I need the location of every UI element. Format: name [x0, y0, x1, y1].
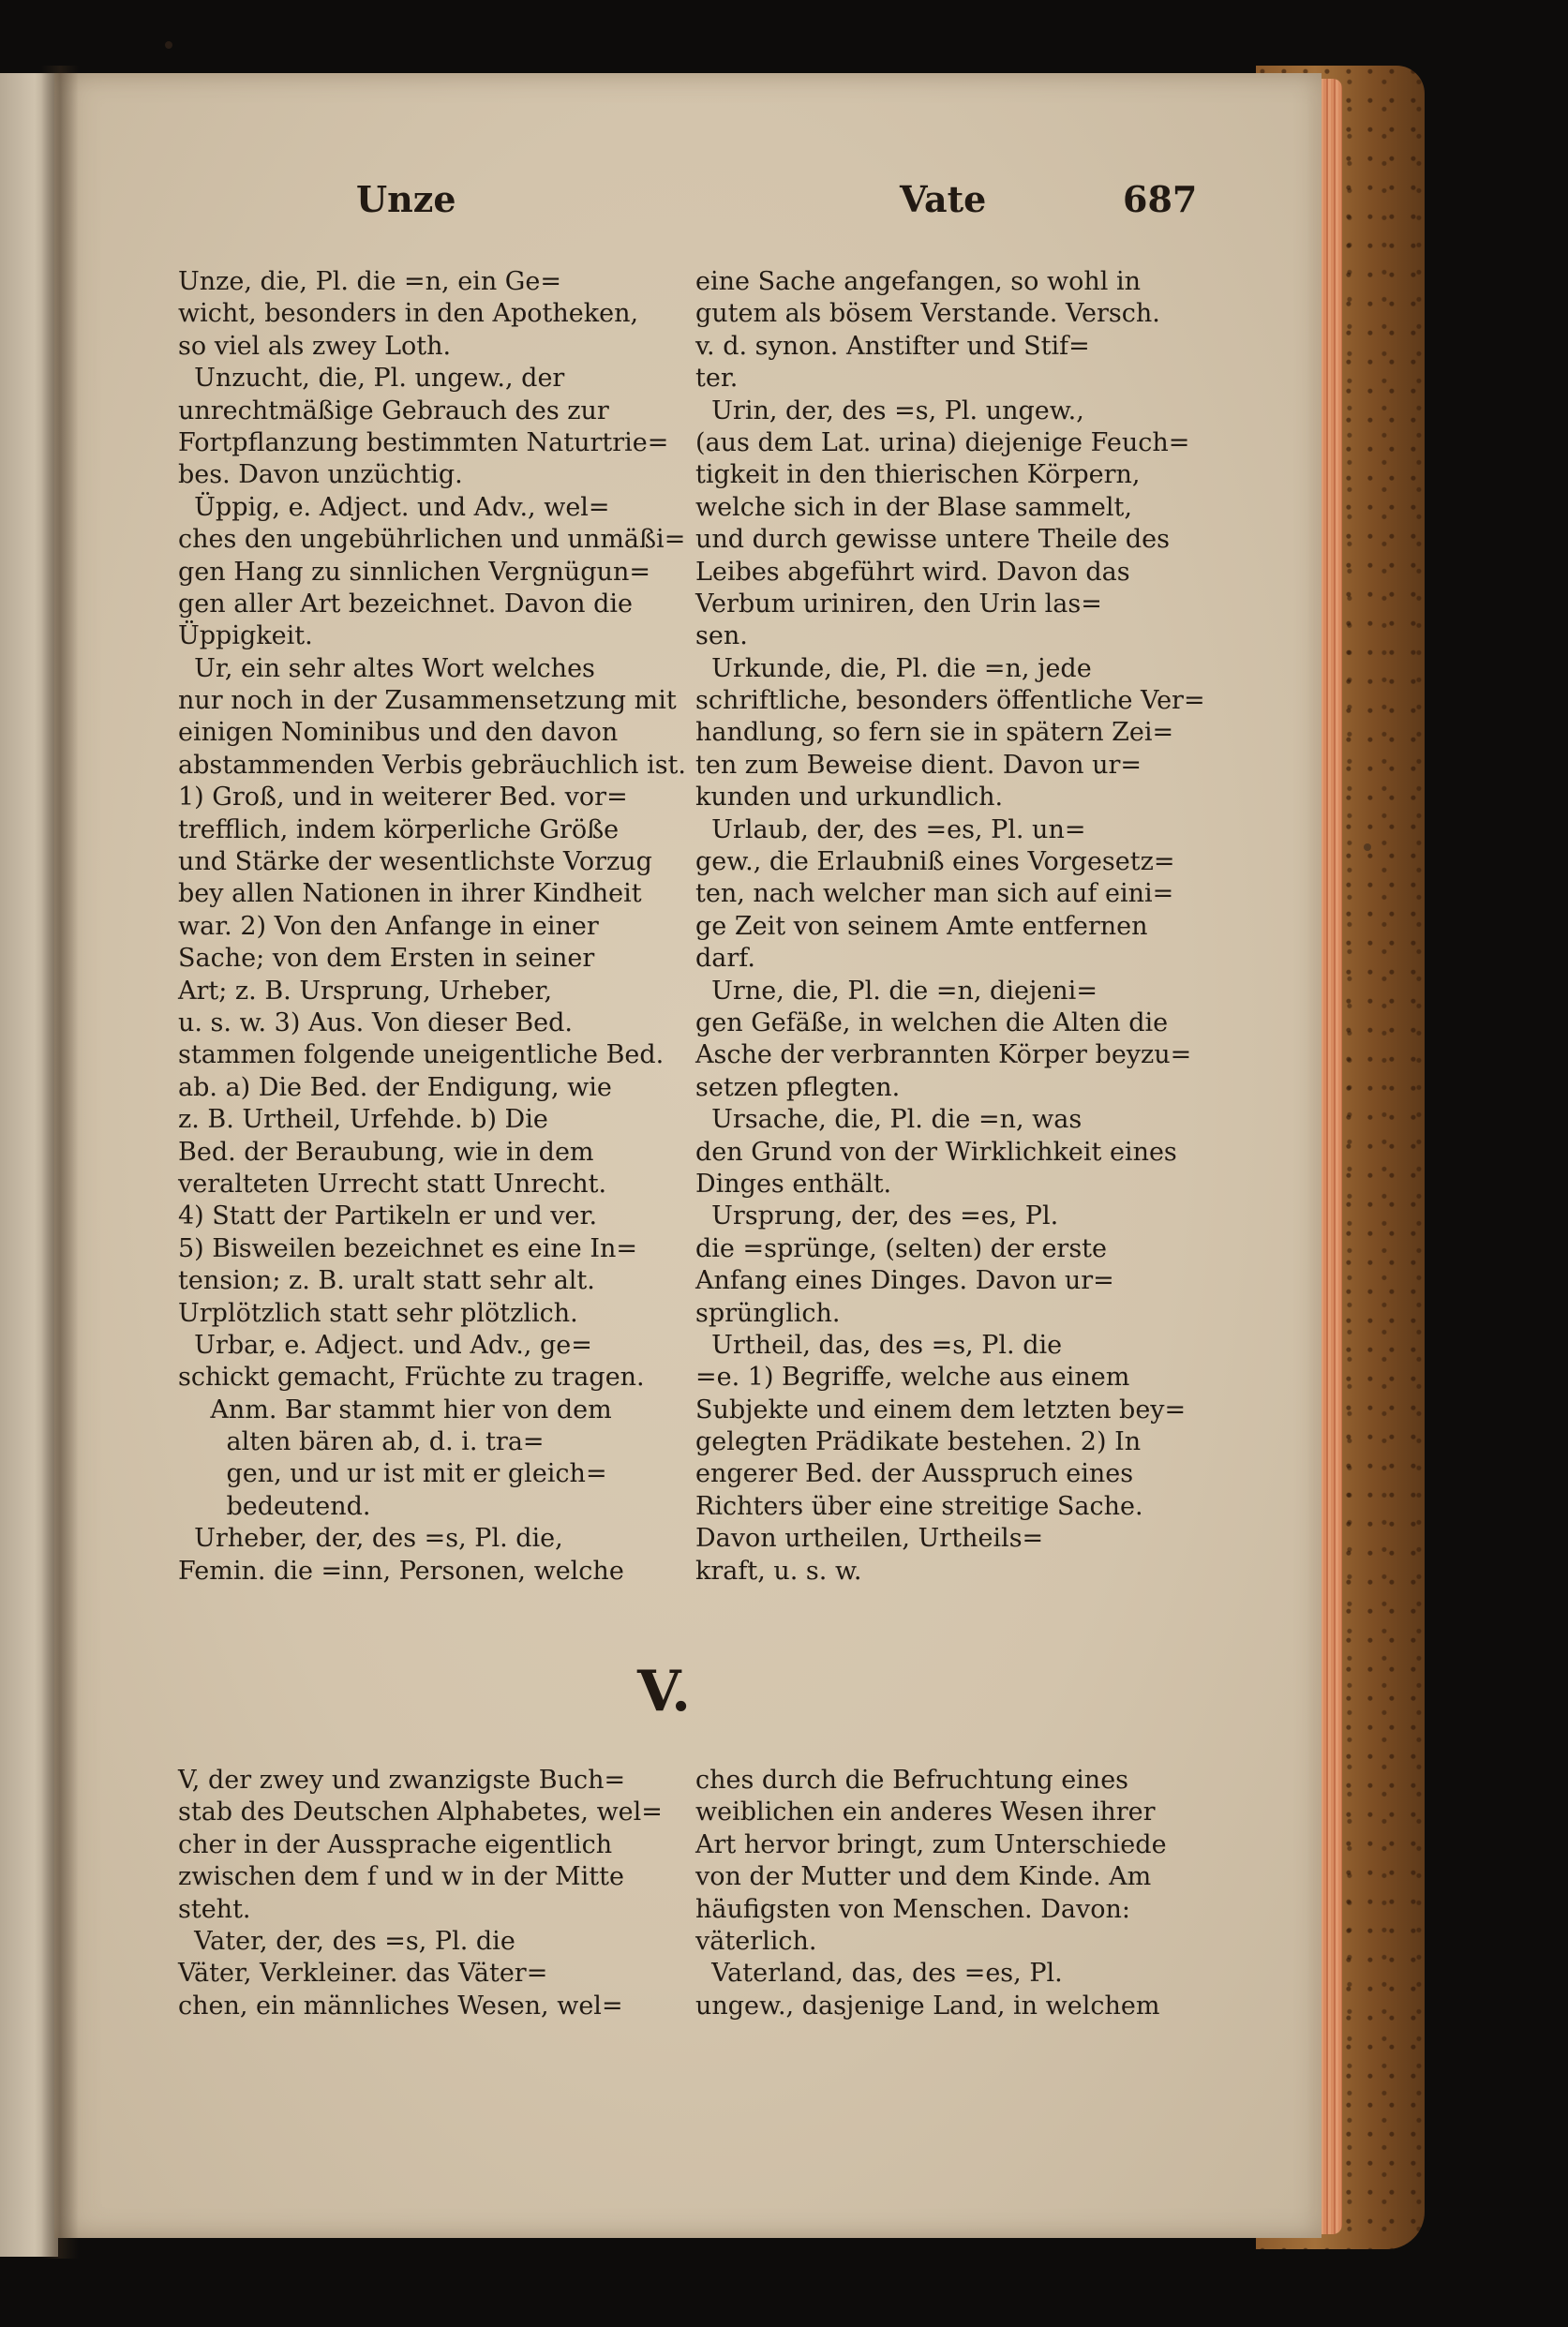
- text-line: unrechtmäßige Gebrauch des zur: [178, 395, 609, 425]
- text-line: Urlaub, der, des =es, Pl. un=: [695, 814, 1086, 844]
- text-line: Urheber, der, des =s, Pl. die,: [178, 1524, 563, 1554]
- text-line: schriftliche, besonders öffentliche Ver=: [695, 686, 1205, 716]
- text-line: von der Mutter und dem Kinde. Am: [695, 1862, 1152, 1892]
- text-line: Leibes abgeführt wird. Davon das: [695, 557, 1130, 587]
- text-line: schickt gemacht, Früchte zu tragen.: [178, 1363, 645, 1393]
- text-line: wicht, besonders in den Apotheken,: [178, 299, 639, 329]
- text-line: zwischen dem f und w in der Mitte: [178, 1862, 624, 1892]
- text-line: 1) Groß, und in weiterer Bed. vor=: [178, 783, 628, 813]
- text-line: stammen folgende uneigentliche Bed.: [178, 1040, 665, 1070]
- text-line: so viel als zwey Loth.: [178, 331, 452, 361]
- text-line: trefflich, indem körperliche Größe: [178, 814, 620, 844]
- text-line: cher in der Aussprache eigentlich: [178, 1829, 613, 1859]
- text-line: 4) Statt der Partikeln er und ver.: [178, 1201, 598, 1231]
- text-line: ge Zeit von seinem Amte entfernen: [695, 911, 1148, 941]
- text-line: Ursprung, der, des =es, Pl.: [695, 1201, 1059, 1231]
- text-line: (aus dem Lat. urina) diejenige Feuch=: [695, 427, 1190, 457]
- text-line: Verbum uriniren, den Urin las=: [695, 589, 1102, 619]
- text-line: handlung, so fern sie in spätern Zei=: [695, 718, 1174, 748]
- text-line: Urne, die, Pl. die =n, diejeni=: [695, 976, 1098, 1006]
- text-line: V, der zwey und zwanzigste Buch=: [178, 1766, 626, 1795]
- text-line: eine Sache angefangen, so wohl in: [695, 267, 1141, 296]
- text-line: häufigsten von Menschen. Davon:: [695, 1894, 1130, 1924]
- text-line: Sache; von dem Ersten in seiner: [178, 944, 595, 974]
- text-line: Unzucht, die, Pl. ungew., der: [178, 364, 565, 394]
- bottom-right-column: [695, 1765, 1213, 2022]
- text-line: Art hervor bringt, zum Unterschiede: [695, 1829, 1167, 1859]
- text-line: v. d. synon. Anstifter und Stif=: [695, 331, 1090, 361]
- text-line: veralteten Urrecht statt Unrecht.: [178, 1169, 607, 1199]
- ink-spot: [1364, 843, 1371, 851]
- text-line: Ursache, die, Pl. die =n, was: [695, 1105, 1083, 1135]
- text-line: Urkunde, die, Pl. die =n, jede: [695, 653, 1092, 683]
- text-line: Ur, ein sehr altes Wort welches: [178, 653, 595, 683]
- text-line: sprünglich.: [695, 1298, 841, 1328]
- text-line: darf.: [695, 944, 755, 974]
- text-line: tension; z. B. uralt statt sehr alt.: [178, 1266, 595, 1296]
- text-line: u. s. w. 3) Aus. Von dieser Bed.: [178, 1007, 574, 1037]
- text-line: Anm. Bar stammt hier von dem: [178, 1395, 612, 1425]
- text-line: abstammenden Verbis gebräuchlich ist.: [178, 750, 686, 780]
- text-line: nur noch in der Zusammensetzung mit: [178, 686, 677, 716]
- text-line: und Stärke der wesentlichste Vorzug: [178, 847, 652, 877]
- text-line: Davon urtheilen, Urtheils=: [695, 1524, 1044, 1554]
- text-line: Urplötzlich statt sehr plötzlich.: [178, 1298, 578, 1328]
- text-line: z. B. Urtheil, Urfehde. b) Die: [178, 1105, 548, 1135]
- text-line: sen.: [695, 621, 748, 651]
- text-line: Vaterland, das, des =es, Pl.: [695, 1959, 1063, 1989]
- text-line: Unze, die, Pl. die =n, ein Ge=: [178, 267, 561, 296]
- text-line: ches den ungebührlichen und unmäßi=: [178, 525, 686, 555]
- section-letter: V.: [637, 1659, 691, 1724]
- text-line: stab des Deutschen Alphabetes, wel=: [178, 1797, 663, 1827]
- text-line: die =sprünge, (selten) der erste: [695, 1233, 1108, 1263]
- text-line: Vater, der, des =s, Pl. die: [178, 1926, 515, 1956]
- text-line: Üppig, e. Adject. und Adv., wel=: [178, 492, 610, 522]
- gutter-shadow: [41, 66, 79, 2259]
- text-line: den Grund von der Wirklichkeit eines: [695, 1137, 1177, 1167]
- text-line: Urtheil, das, des =s, Pl. die: [695, 1330, 1063, 1360]
- text-line: tigkeit in den thierischen Körpern,: [695, 460, 1141, 490]
- text-line: alten bären ab, d. i. tra=: [178, 1427, 545, 1457]
- text-line: welche sich in der Blase sammelt,: [695, 492, 1132, 522]
- text-line: Femin. die =inn, Personen, welche: [178, 1556, 624, 1586]
- text-line: gelegten Prädikate bestehen. 2) In: [695, 1427, 1142, 1457]
- text-line: Anfang eines Dinges. Davon ur=: [695, 1266, 1114, 1296]
- text-line: ungew., dasjenige Land, in welchem: [695, 1991, 1160, 2021]
- text-line: ten zum Beweise dient. Davon ur=: [695, 750, 1142, 780]
- text-line: Asche der verbrannten Körper beyzu=: [695, 1040, 1192, 1070]
- text-line: ter.: [695, 364, 739, 394]
- text-line: bey allen Nationen in ihrer Kindheit: [178, 879, 642, 909]
- text-line: und durch gewisse untere Theile des: [695, 525, 1170, 555]
- text-line: Urin, der, des =s, Pl. ungew.,: [695, 395, 1084, 425]
- left-column: [178, 266, 686, 1588]
- text-line: einigen Nominibus und den davon: [178, 718, 619, 748]
- text-line: Väter, Verkleiner. das Väter=: [178, 1959, 548, 1989]
- text-line: gutem als bösem Verstande. Versch.: [695, 299, 1160, 329]
- text-line: kraft, u. s. w.: [695, 1556, 862, 1586]
- text-line: Dinges enthält.: [695, 1169, 892, 1199]
- text-line: chen, ein männliches Wesen, wel=: [178, 1991, 623, 2021]
- text-line: ab. a) Die Bed. der Endigung, wie: [178, 1072, 612, 1102]
- running-head-center: Vate: [900, 178, 987, 220]
- text-line: gen aller Art bezeichnet. Davon die: [178, 589, 634, 619]
- text-line: gen Gefäße, in welchen die Alten die: [695, 1007, 1169, 1037]
- text-line: Üppigkeit.: [178, 621, 313, 651]
- text-line: väterlich.: [695, 1926, 817, 1956]
- text-line: gen Hang zu sinnlichen Vergnügun=: [178, 557, 650, 587]
- text-line: kunden und urkundlich.: [695, 783, 1004, 813]
- running-head-left: Unze: [356, 178, 456, 220]
- text-line: Bed. der Beraubung, wie in dem: [178, 1137, 594, 1167]
- text-line: Urbar, e. Adject. und Adv., ge=: [178, 1330, 592, 1360]
- ink-spot: [165, 41, 172, 49]
- text-line: Richters über eine streitige Sache.: [695, 1491, 1143, 1521]
- page-number: 687: [1123, 178, 1198, 220]
- text-line: Fortpflanzung bestimmten Naturtrie=: [178, 427, 669, 457]
- text-line: gew., die Erlaubniß eines Vorgesetz=: [695, 847, 1175, 877]
- text-line: 5) Bisweilen bezeichnet es eine In=: [178, 1233, 638, 1263]
- text-line: bes. Davon unzüchtig.: [178, 460, 463, 490]
- text-line: =e. 1) Begriffe, welche aus einem: [695, 1363, 1130, 1393]
- text-line: Subjekte und einem dem letzten bey=: [695, 1395, 1187, 1425]
- text-line: steht.: [178, 1894, 251, 1924]
- text-line: weiblichen ein anderes Wesen ihrer: [695, 1797, 1156, 1827]
- bottom-left-column: [178, 1765, 665, 2022]
- right-column: [695, 266, 1213, 1588]
- text-line: engerer Bed. der Ausspruch eines: [695, 1459, 1134, 1489]
- text-line: war. 2) Von den Anfange in einer: [178, 911, 599, 941]
- text-line: gen, und ur ist mit er gleich=: [178, 1459, 607, 1489]
- text-line: bedeutend.: [178, 1491, 371, 1521]
- text-line: Art; z. B. Ursprung, Urheber,: [178, 976, 553, 1006]
- text-line: setzen pflegten.: [695, 1072, 901, 1102]
- text-line: ches durch die Befruchtung eines: [695, 1766, 1129, 1795]
- text-line: ten, nach welcher man sich auf eini=: [695, 879, 1174, 909]
